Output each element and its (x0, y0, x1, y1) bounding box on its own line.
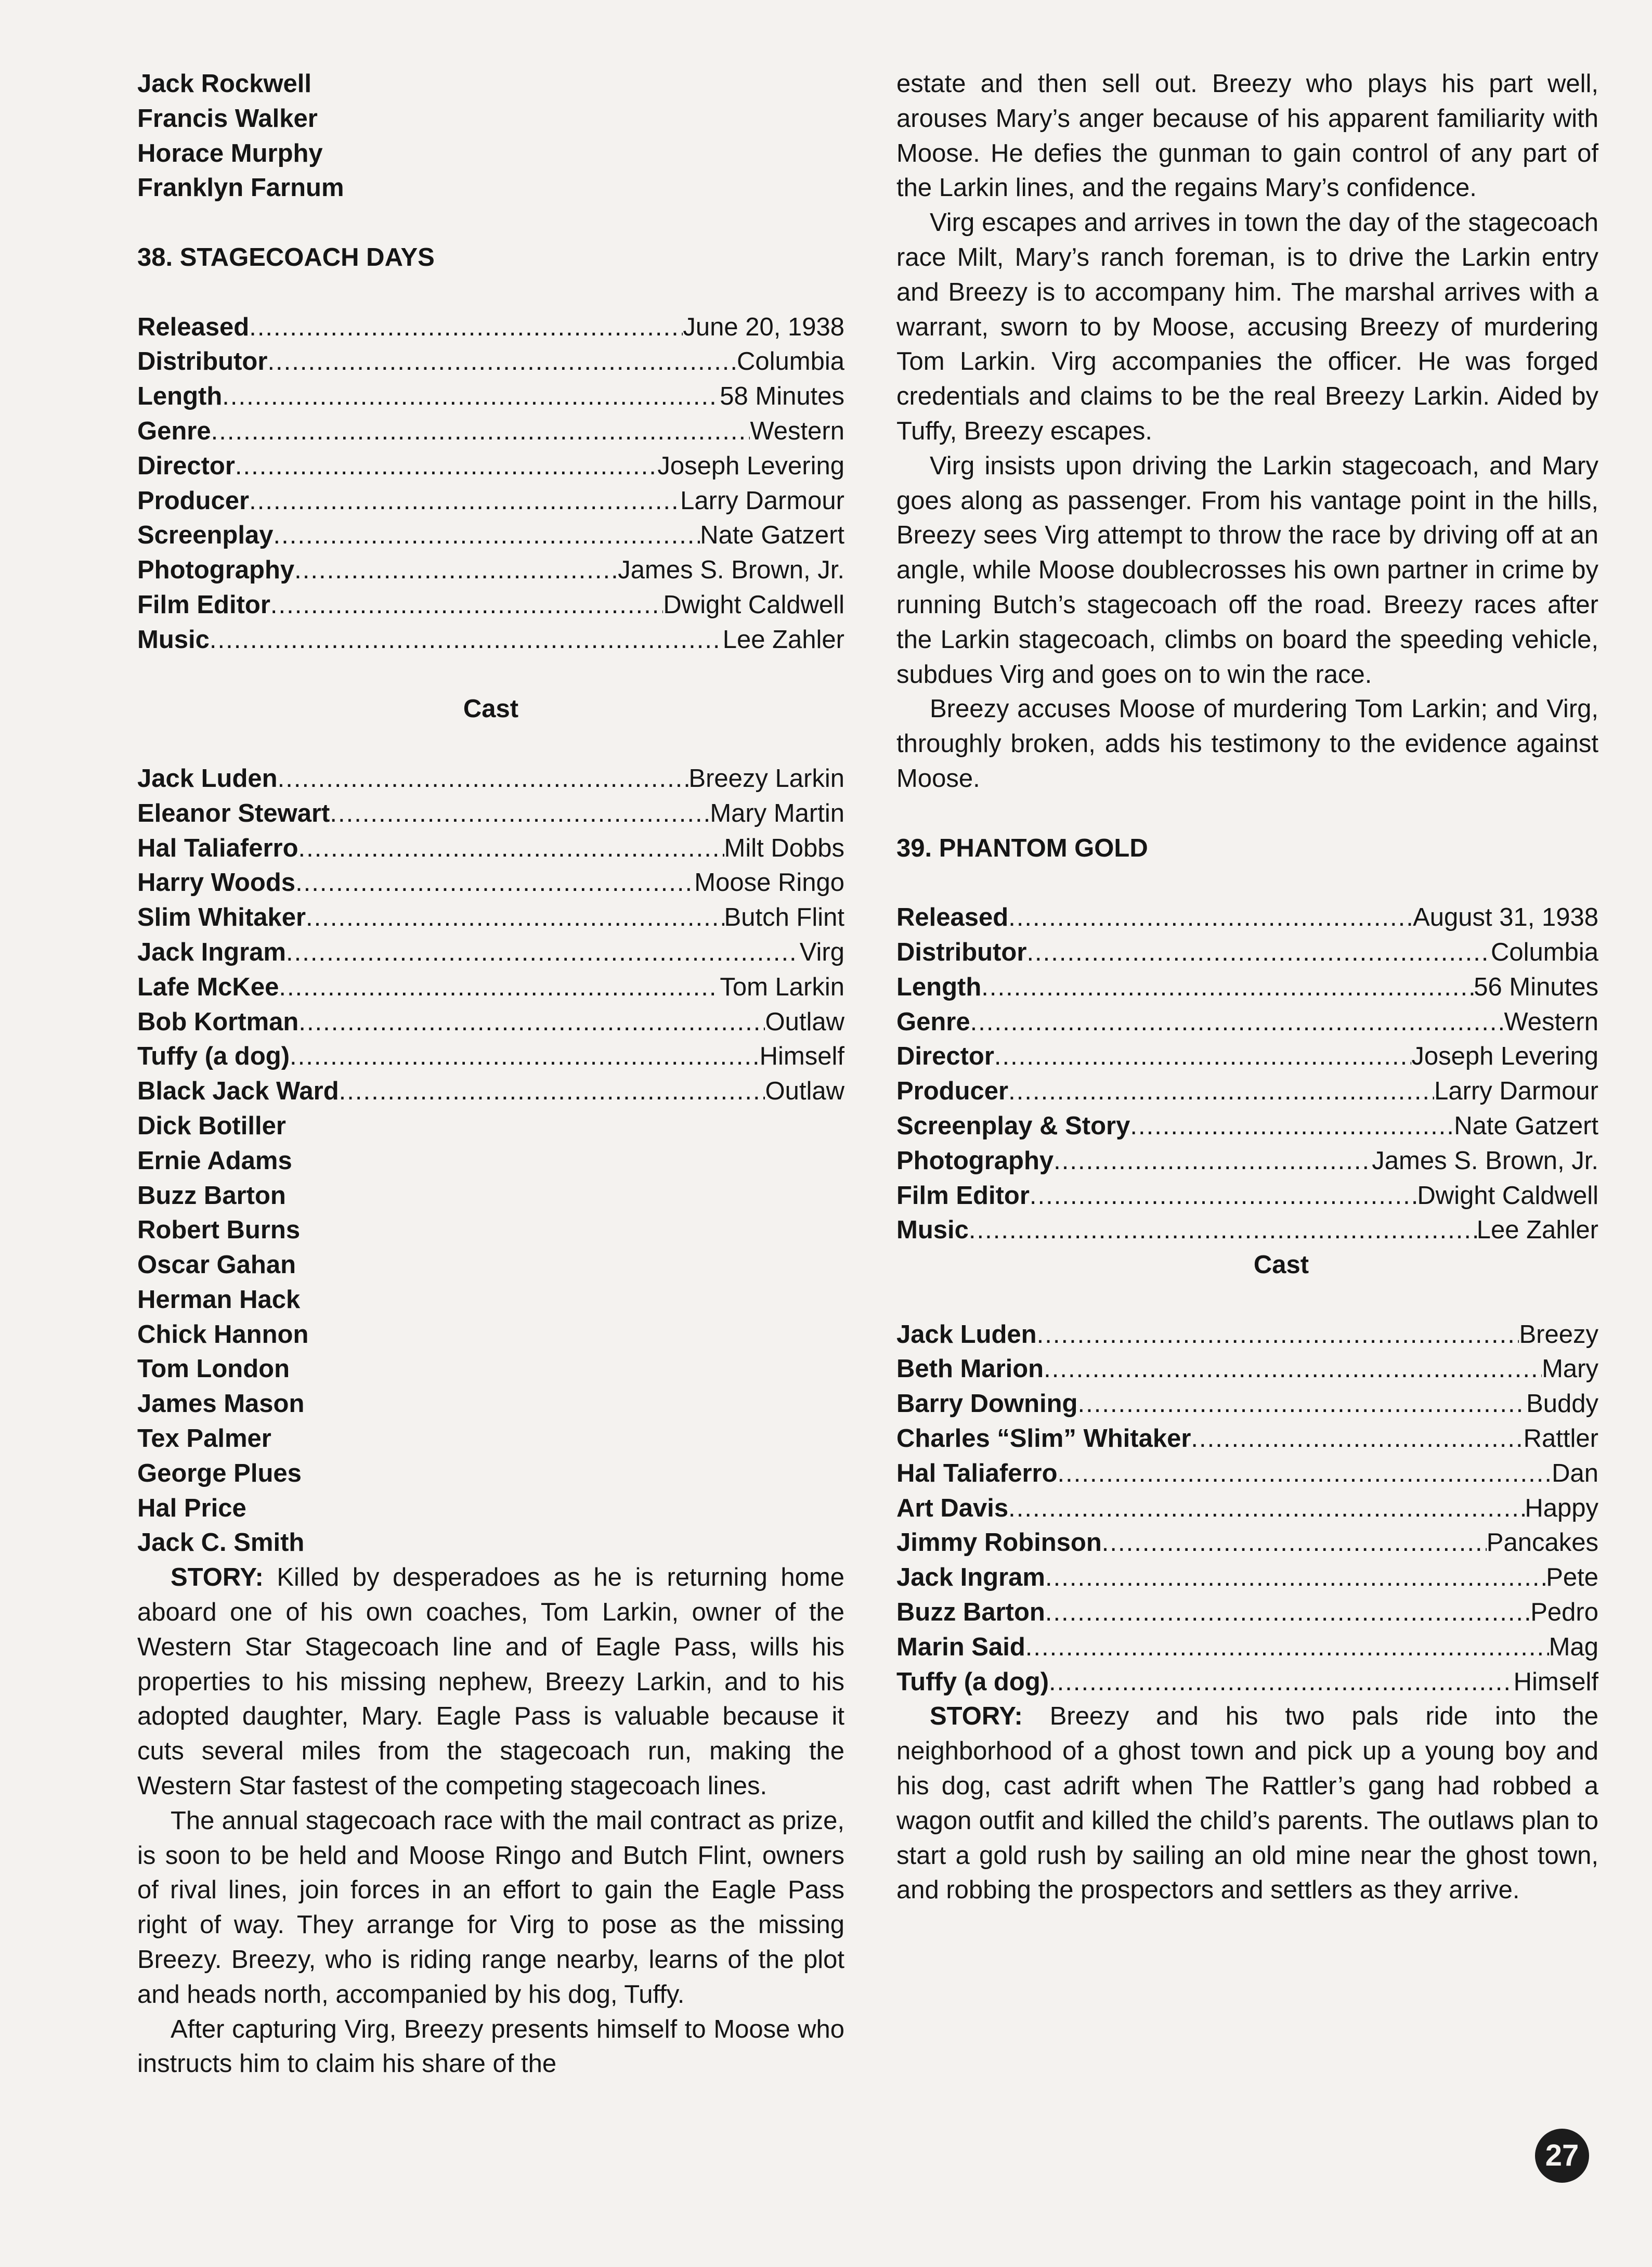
credit-row: Music ..... Lee Zahler (137, 623, 844, 657)
cast-name: Chick Hannon (137, 1320, 309, 1349)
cast-name: Tom London (137, 1355, 290, 1383)
credit-row: Producer ..... Larry Darmour (137, 484, 844, 519)
credit-row: Screenplay ..... Nate Gatzert (137, 518, 844, 553)
story-paragraph: After capturing Virg, Breezy presents himself to Moose who instructs him to claim his share of the (137, 2015, 844, 2078)
credit-row: Director ..... Joseph Levering (137, 449, 844, 484)
credit-row: Film Editor ..... Dwight Caldwell (137, 588, 844, 623)
credit-row: Length ..... 58 Minutes (137, 379, 844, 414)
cast-row: Buzz Barton ..... Pedro (896, 1595, 1598, 1630)
cast-name: Jack Rockwell (137, 70, 312, 98)
story-label: STORY: (171, 1563, 264, 1592)
credits-list (137, 310, 844, 657)
cast-row: Jack Ingram ..... Pete (896, 1560, 1598, 1595)
credits-list (896, 900, 1598, 1248)
credit-row: Producer ..... Larry Darmour (896, 1074, 1598, 1109)
story-paragraph: STORY: Breezy and his two pals ride into the neighborhood of a ghost town and pick up a young boy and his dog, cast adrift when The Rattler’s gang had robbed a wagon outfit and killed the child’s parents. The outlaws plan to start a gold rush by sailing an old mine near the ghost town, and robbing the prospectors and settlers as they arrive. (896, 1702, 1598, 1905)
cast-row: Jack Ingram ..... Virg (137, 935, 844, 970)
credit-row: Film Editor ..... Dwight Caldwell (896, 1178, 1598, 1213)
cast-name: Ernie Adams (137, 1146, 292, 1175)
credit-row: Director ..... Joseph Levering (896, 1039, 1598, 1074)
cast-row: Charles “Slim” Whitaker ..... Rattler (896, 1421, 1598, 1456)
credit-row: Photography ..... James S. Brown, Jr. (137, 553, 844, 588)
story-paragraph: STORY: Killed by desperadoes as he is returning home aboard one of his own coaches, Tom Larkin, owner of the Western Star Stagecoach line and of Eagle Pass, wills his properties to his missing nephew, Breezy Larkin, and to his adopted daughter, Mary. Eagle Pass is valuable because it cuts several miles from the stagecoach run, making the Western Star fastest of the competing stagecoach lines. (137, 1563, 844, 1800)
cast-heading: Cast (1253, 1251, 1309, 1279)
cast-row: Jack Luden ..... Breezy Larkin (137, 761, 844, 796)
cast-name: Jack C. Smith (137, 1528, 305, 1557)
story-paragraph: The annual stagecoach race with the mail contract as prize, is soon to be held and Moose Ringo and Butch Flint, owners of rival lines, join forces in an effort to gain the Eagle Pass right of way. They arrange for Virg to pose as the missing Breezy. Breezy, who is riding range nearby, learns of the plot and heads north, accompanied by his dog, Tuffy. (137, 1806, 844, 2009)
credit-row: Distributor ..... Columbia (896, 935, 1598, 970)
cast-name: Franklyn Farnum (137, 174, 344, 202)
story-paragraph: Breezy accuses Moose of murdering Tom Larkin; and Virg, throughly broken, adds his testimony to the evidence against Moose. (896, 695, 1598, 793)
credit-row: Screenplay & Story ..... Nate Gatzert (896, 1109, 1598, 1144)
film-title: STAGECOACH DAYS (179, 243, 435, 271)
cast-row: Tuffy (a dog) ..... Himself (137, 1039, 844, 1074)
film-number: 39. (896, 834, 932, 862)
credit-row: Released ..... June 20, 1938 (137, 310, 844, 345)
cast-name: Buzz Barton (137, 1181, 286, 1210)
credit-row: Length ..... 56 Minutes (896, 970, 1598, 1005)
cast-row: Lafe McKee ..... Tom Larkin (137, 970, 844, 1005)
cast-list (896, 1317, 1598, 1700)
cast-row: Art Davis ..... Happy (896, 1491, 1598, 1526)
story-label: STORY: (930, 1702, 1023, 1731)
right-column (896, 67, 1598, 1908)
cast-row: Jack Luden ..... Breezy (896, 1317, 1598, 1352)
cast-name: Herman Hack (137, 1285, 301, 1314)
cast-name: Robert Burns (137, 1216, 301, 1245)
cast-row: Eleanor Stewart ..... Mary Martin (137, 796, 844, 831)
cast-list (137, 761, 844, 1109)
film-heading (137, 240, 844, 275)
cast-row: Marin Said ..... Mag (896, 1630, 1598, 1665)
credit-row: Distributor ..... Columbia (137, 344, 844, 379)
credit-row: Released ..... August 31, 1938 (896, 900, 1598, 935)
cast-row: Bob Kortman ..... Outlaw (137, 1005, 844, 1040)
cast-name: Tex Palmer (137, 1424, 271, 1453)
cast-row: Tuffy (a dog) ..... Himself (896, 1665, 1598, 1700)
credit-row: Genre ..... Western (896, 1005, 1598, 1040)
story-paragraph: estate and then sell out. Breezy who plays his part well, arouses Mary’s anger because of his apparent familiarity with Moose. He defies the gunman to gain control of any part of the Larkin lines, and the regains Mary’s confidence. (896, 70, 1598, 202)
uncredited-cast-list (137, 1109, 844, 1560)
film-heading (896, 831, 1598, 866)
cast-name: Francis Walker (137, 104, 318, 133)
credit-row: Genre ..... Western (137, 414, 844, 449)
cast-name: Horace Murphy (137, 139, 323, 167)
cast-row: Jimmy Robinson ..... Pancakes (896, 1525, 1598, 1560)
cast-row: Beth Marion ..... Mary (896, 1352, 1598, 1387)
cast-row: Harry Woods ..... Moose Ringo (137, 865, 844, 900)
cast-row: Black Jack Ward ..... Outlaw (137, 1074, 844, 1109)
page-number-badge: 27 (1535, 2129, 1589, 2183)
cast-name: Oscar Gahan (137, 1251, 296, 1279)
story-paragraph: Virg escapes and arrives in town the day of the stagecoach race Milt, Mary’s ranch foreman, is to drive the Larkin entry and Breezy is to accompany him. The marshal arrives with a warrant, sworn to by Moose, accusing Breezy of murdering Tom Larkin. Virg accompanies the officer. He was forged credentials and claims to be the real Breezy Larkin. Aided by Tuffy, Breezy escapes. (896, 209, 1598, 445)
credit-row: Photography ..... James S. Brown, Jr. (896, 1144, 1598, 1178)
cast-row: Hal Taliaferro ..... Dan (896, 1456, 1598, 1491)
cast-name: Dick Botiller (137, 1111, 286, 1140)
film-title: PHANTOM GOLD (939, 834, 1148, 862)
film-number: 38. (137, 243, 173, 271)
cast-heading: Cast (463, 695, 519, 723)
credit-row: Music ..... Lee Zahler (896, 1213, 1598, 1248)
cast-name: Hal Price (137, 1494, 246, 1522)
cast-name: George Plues (137, 1459, 302, 1487)
story-paragraph: Virg insists upon driving the Larkin stagecoach, and Mary goes along as passenger. From his vantage point in the hills, Breezy sees Virg attempt to throw the race by driving off at an angle, while Moose doublecrosses his own partner in crime by running Butch’s stagecoach off the road. Breezy races after the Larkin stagecoach, climbs on board the speeding vehicle, subdues Virg and goes on to win the race. (896, 451, 1598, 689)
left-column (137, 67, 844, 2081)
cast-name: James Mason (137, 1390, 305, 1418)
cast-row: Barry Downing ..... Buddy (896, 1387, 1598, 1421)
cast-row: Slim Whitaker ..... Butch Flint (137, 900, 844, 935)
cast-row: Hal Taliaferro ..... Milt Dobbs (137, 831, 844, 866)
